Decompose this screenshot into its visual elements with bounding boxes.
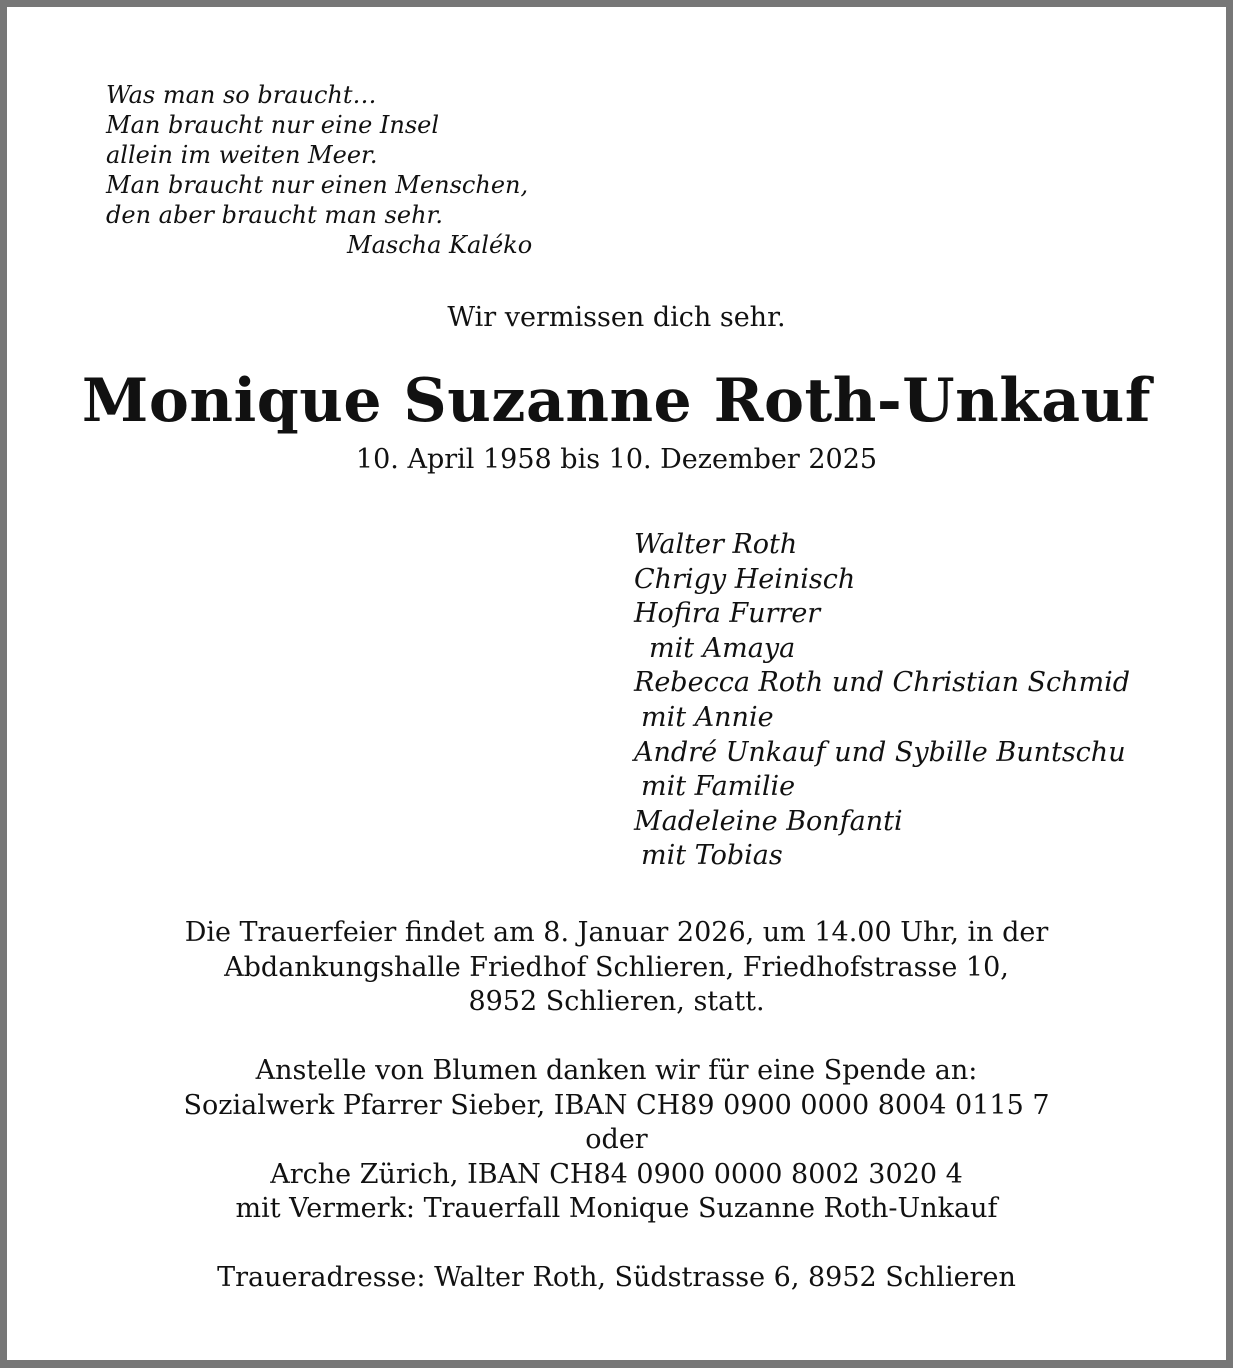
poem-author: Mascha Kaléko xyxy=(347,231,533,259)
family-member: mit Familie xyxy=(641,771,796,803)
donation-line: Anstelle von Blumen danken wir für eine Spende an: xyxy=(255,1055,978,1086)
family-member: Walter Roth xyxy=(634,529,798,560)
ceremony-line: 8952 Schlieren, statt. xyxy=(468,986,765,1017)
life-dates: 10. April 1958 bis 10. Dezember 2025 xyxy=(355,444,878,475)
family-member: mit Amaya xyxy=(649,632,796,664)
family-list xyxy=(634,528,1130,874)
deceased-name: Monique Suzanne Roth-Unkauf xyxy=(81,366,1152,436)
donation-line: Sozialwerk Pfarrer Sieber, IBAN CH89 0900 0000 8004 0115 7 xyxy=(183,1089,1050,1121)
mourning-address: Traueradresse: Walter Roth, Südstrasse 6, 8952 Schlieren xyxy=(217,1262,1016,1293)
family-member: Chrigy Heinisch xyxy=(634,563,856,595)
ceremony-line: Die Trauerfeier findet am 8. Januar 2026, um 14.00 Uhr, in der xyxy=(184,917,1049,948)
donation-line: Arche Zürich, IBAN CH84 0900 0000 8002 3020 4 xyxy=(270,1158,963,1190)
family-member: mit Tobias xyxy=(641,840,783,872)
donation-line: oder xyxy=(585,1124,648,1155)
poem-line: Man braucht nur eine Insel xyxy=(106,111,440,139)
poem xyxy=(106,80,532,260)
family-member: André Unkauf und Sybille Buntschu xyxy=(634,736,1126,768)
poem-line: den aber braucht man sehr. xyxy=(106,201,443,229)
family-member: Hofira Furrer xyxy=(634,598,821,630)
ceremony-line: Abdankungshalle Friedhof Schlieren, Friedhofstrasse 10, xyxy=(224,951,1009,983)
family-member: Rebecca Roth und Christian Schmid xyxy=(634,667,1131,699)
family-member: mit Annie xyxy=(641,701,774,733)
intro-text: Wir vermissen dich sehr. xyxy=(447,302,786,333)
ceremony-info xyxy=(0,916,1233,1020)
poem-line: Man braucht nur einen Menschen, xyxy=(106,171,529,199)
donation-info xyxy=(0,1054,1233,1227)
poem-line: Was man so braucht… xyxy=(106,81,377,109)
family-member: Madeleine Bonfanti xyxy=(634,805,903,837)
donation-line: mit Vermerk: Trauerfall Monique Suzanne Roth-Unkauf xyxy=(235,1193,998,1224)
poem-line: allein im weiten Meer. xyxy=(106,141,378,169)
